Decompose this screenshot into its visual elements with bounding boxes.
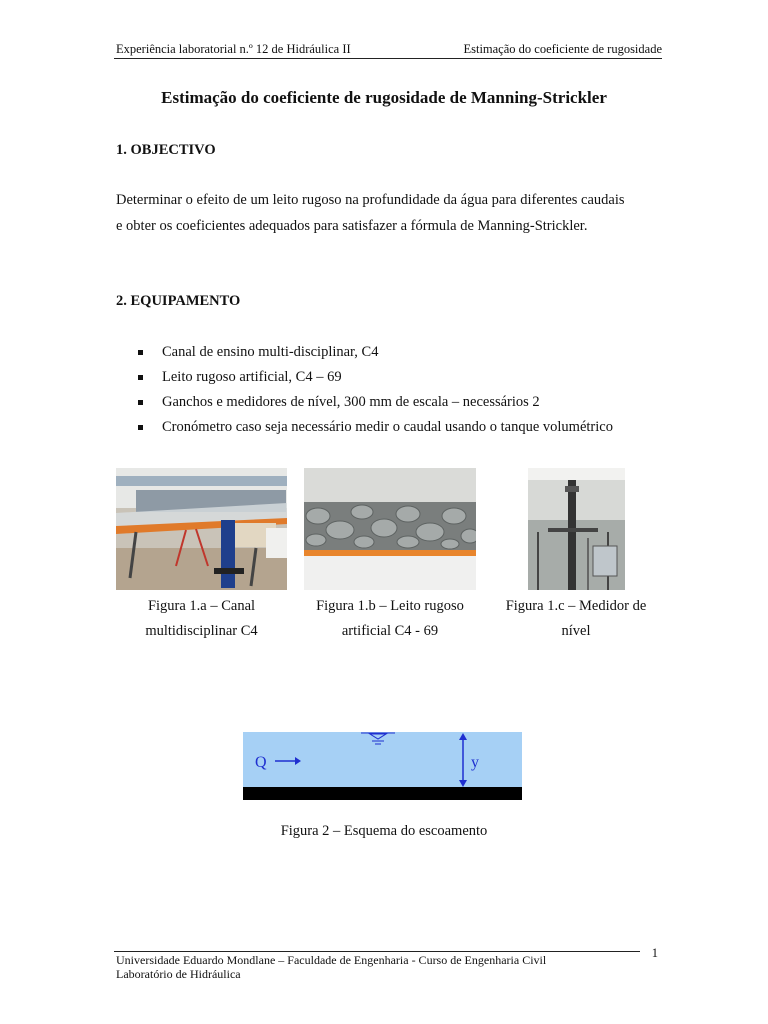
list-item: Canal de ensino multi-disciplinar, C4	[138, 342, 613, 367]
flow-schematic	[243, 732, 522, 800]
caption-line: artificial C4 - 69	[341, 623, 439, 639]
caption-line: multidisciplinar C4	[145, 623, 258, 639]
paragraph-line: Determinar o efeito de um leito rugoso na profundidade da água para diferentes caudais	[116, 192, 625, 208]
figure-1a-caption	[116, 594, 287, 644]
list-item: Cronómetro caso seja necessário medir o caudal usando o tanque volumétrico	[138, 417, 613, 442]
page-number: 1	[651, 946, 658, 960]
figure-1b-caption	[298, 594, 482, 644]
footer-line: Laboratório de Hidráulica	[116, 967, 241, 981]
equipment-list	[138, 342, 613, 442]
list-item: Ganchos e medidores de nível, 300 mm de escala – necessários 2	[138, 392, 613, 417]
channel-bed	[243, 787, 522, 800]
header-right-text: Estimação do coeficiente de rugosidade	[463, 42, 662, 56]
figure-1c-caption	[494, 594, 658, 644]
depth-y-label: y	[471, 754, 479, 771]
header-left-text: Experiência laboratorial n.º 12 de Hidráulica II	[116, 42, 351, 56]
caption-line: Figura 1.c – Medidor de	[505, 598, 647, 614]
section-heading-objectivo: 1. OBJECTIVO	[116, 142, 216, 158]
caption-line: Figura 1.b – Leito rugoso	[316, 598, 464, 614]
footer-line: Universidade Eduardo Mondlane – Faculdade de Engenharia - Curso de Engenharia Civil	[116, 953, 547, 967]
photo-medidor-nivel	[528, 468, 625, 590]
paragraph-line: e obter os coeficientes adequados para satisfazer a fórmula de Manning-Strickler.	[116, 218, 588, 234]
figure-2-caption: Figura 2 – Esquema do escoamento	[280, 823, 488, 839]
photo-canal-multidisciplinar	[116, 468, 287, 590]
photo-leito-rugoso	[304, 468, 476, 590]
caption-line: nível	[561, 623, 591, 639]
flow-q-label: Q	[255, 754, 267, 771]
objective-paragraph	[116, 187, 664, 239]
document-title: Estimação do coeficiente de rugosidade de Manning-Strickler	[161, 88, 607, 107]
footer-divider	[114, 951, 640, 952]
section-heading-equipamento: 2. EQUIPAMENTO	[116, 293, 241, 309]
header-divider	[114, 58, 662, 59]
caption-line: Figura 1.a – Canal	[147, 598, 256, 614]
footer-text	[116, 953, 546, 981]
list-item: Leito rugoso artificial, C4 – 69	[138, 367, 613, 392]
water-layer	[243, 732, 522, 787]
